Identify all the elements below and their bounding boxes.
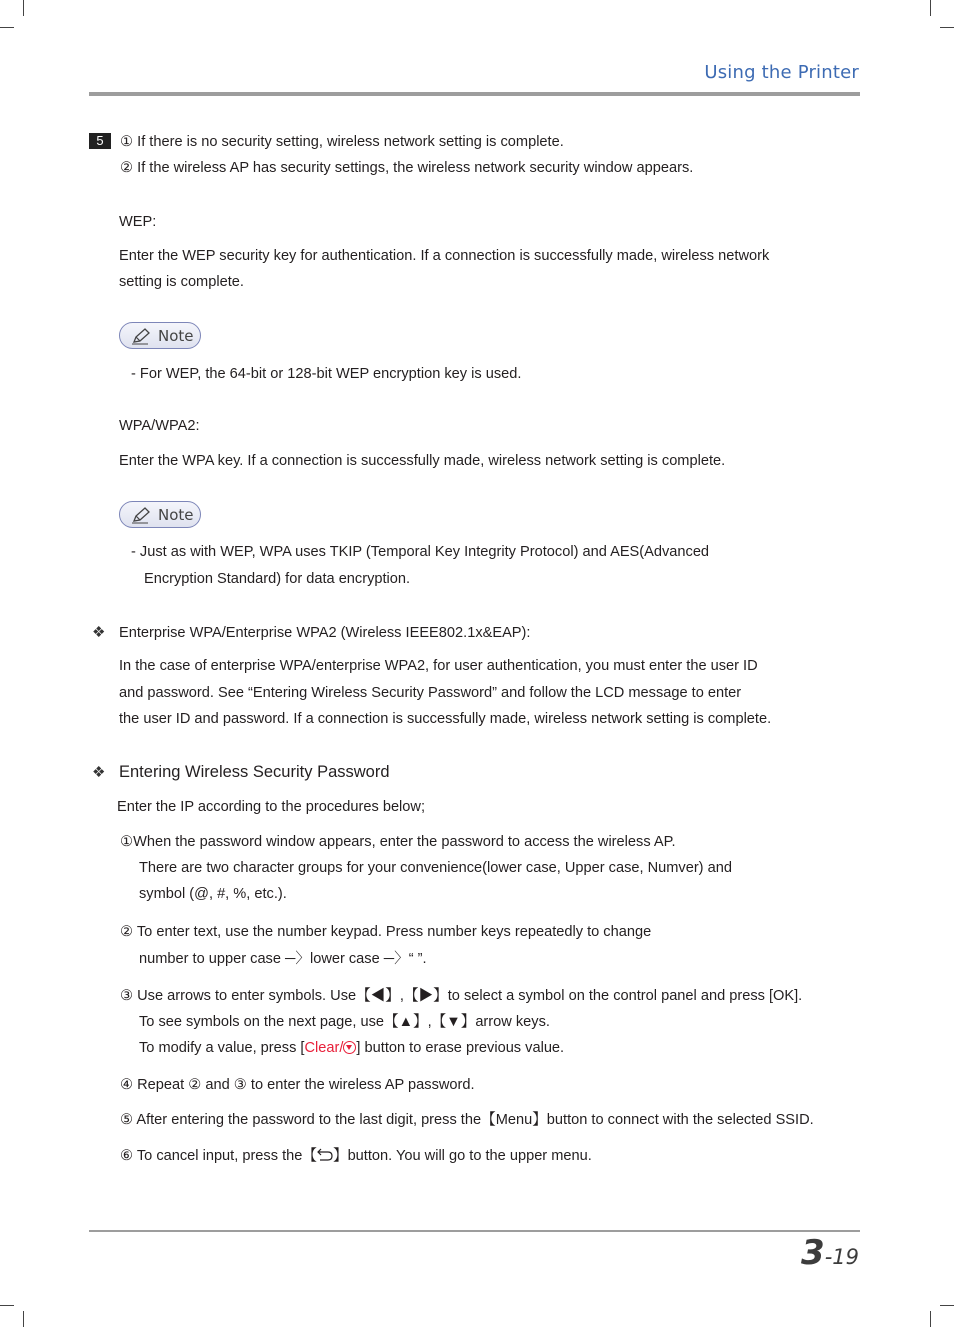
step-line-1: ① If there is no security setting, wireless network setting is complete. — [120, 134, 564, 150]
crop-mark — [930, 0, 931, 16]
header-rule — [89, 92, 860, 96]
procedure-3c — [139, 1039, 564, 1057]
crop-mark — [23, 1311, 24, 1327]
wpa-label: WPA/WPA2: — [119, 418, 200, 434]
procedure-4: ④ Repeat ② and ③ to enter the wireless AP password. — [120, 1077, 475, 1093]
note-label: Note — [158, 506, 194, 524]
page-number — [801, 1233, 859, 1273]
crop-mark — [940, 27, 954, 28]
wep-label: WEP: — [119, 214, 157, 230]
note-badge — [119, 322, 201, 349]
enterprise-text-1: In the case of enterprise WPA/enterprise WPA2, for user authentication, you must enter the user ID — [119, 658, 758, 674]
wep-note-text: - For WEP, the 64-bit or 128-bit WEP encryption key is used. — [131, 366, 522, 382]
footer-rule — [89, 1230, 860, 1232]
wpa-text: Enter the WPA key. If a connection is successfully made, wireless network setting is complete. — [119, 453, 726, 469]
procedure-3c-post: ] button to erase previous value. — [356, 1040, 565, 1056]
diamond-bullet-icon: ❖ — [92, 624, 106, 641]
crop-mark — [940, 1305, 954, 1306]
procedure-6-post: 】button. You will go to the upper menu. — [332, 1148, 592, 1164]
enterprise-heading: Enterprise WPA/Enterprise WPA2 (Wireless IEEE802.1x&EAP): — [119, 625, 531, 641]
pencil-icon — [131, 506, 151, 524]
crop-mark — [23, 0, 24, 16]
procedure-3a: ③ Use arrows to enter symbols. Use【◀】,【▶】to select a symbol on the control panel and press [OK]. — [120, 988, 803, 1004]
enterprise-text-3: the user ID and password. If a connection is successfully made, wireless network setting is complete. — [119, 711, 772, 727]
page-suffix: -19 — [824, 1245, 859, 1269]
wep-text-1: Enter the WEP security key for authentication. If a connection is successfully made, wireless network — [119, 248, 770, 264]
procedure-1b: There are two character groups for your convenience(lower case, Upper case, Numver) and — [139, 860, 732, 876]
procedure-3c-pre: To modify a value, press [ — [139, 1040, 305, 1056]
procedure-3b: To see symbols on the next page, use【▲】,【▼】arrow keys. — [139, 1014, 550, 1030]
step-line-2: ② If the wireless AP has security settings, the wireless network security window appears. — [120, 160, 694, 176]
wpa-note-text-1: - Just as with WEP, WPA uses TKIP (Temporal Key Integrity Protocol) and AES(Advanced — [131, 544, 710, 560]
procedure-1c: symbol (@, #, %, etc.). — [139, 886, 287, 902]
chapter-number: 3 — [801, 1233, 825, 1273]
procedure-6-pre: ⑥ To cancel input, press the【 — [120, 1148, 317, 1164]
clear-stop-icon — [343, 1041, 356, 1054]
step-badge: 5 — [89, 133, 111, 149]
password-intro: Enter the IP according to the procedures below; — [117, 799, 426, 815]
diamond-bullet-icon: ❖ — [92, 764, 106, 781]
crop-mark — [930, 1311, 931, 1327]
enterprise-text-2: and password. See “Entering Wireless Security Password” and follow the LCD message to enter — [119, 685, 742, 701]
section-title: Using the Printer — [704, 62, 859, 83]
clear-key-label: Clear/ — [304, 1040, 344, 1056]
pencil-icon — [131, 327, 151, 345]
procedure-2b: number to upper case ─〉lower case ─〉“ ”. — [139, 951, 427, 967]
crop-mark — [0, 1305, 14, 1306]
wpa-note-text-2: Encryption Standard) for data encryption. — [144, 571, 411, 587]
crop-mark — [0, 27, 14, 28]
procedure-5: ⑤ After entering the password to the last digit, press the【Menu】button to connect with the selected SSID. — [120, 1112, 814, 1128]
password-heading: Entering Wireless Security Password — [119, 763, 390, 781]
note-label: Note — [158, 327, 194, 345]
wep-text-2: setting is complete. — [119, 274, 244, 290]
procedure-2a: ② To enter text, use the number keypad. Press number keys repeatedly to change — [120, 924, 652, 940]
procedure-1a: ①When the password window appears, enter the password to access the wireless AP. — [120, 834, 676, 850]
procedure-6 — [120, 1147, 592, 1165]
note-badge — [119, 501, 201, 528]
back-arrow-icon — [317, 1148, 333, 1161]
